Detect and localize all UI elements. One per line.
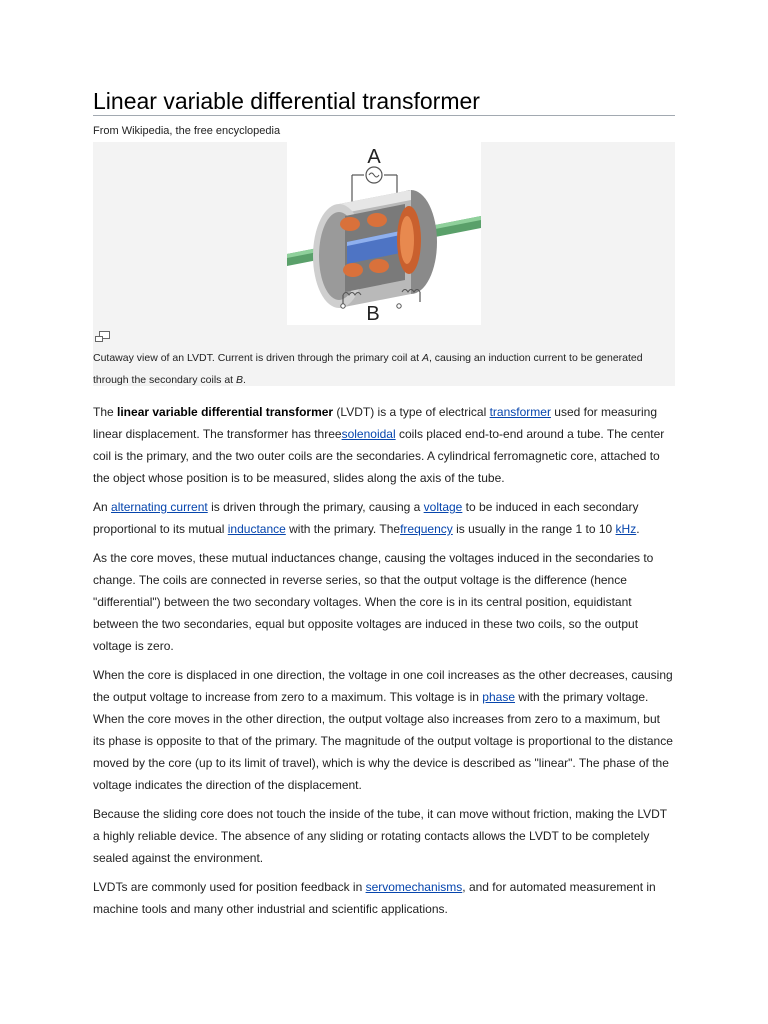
paragraph-intro: The linear variable differential transformer (LVDT) is a type of electrical transformer used for measuring linear displacement. The transformer has threesolenoidal coils placed end-to-end around a tube. The center coil is the primary, and the two outer coils are the secondaries. A cylindrical ferromagnetic core, attached to the object whose position is to be measured, slides along the axis of the tube. (93, 405, 665, 485)
secondary-coil-2-highlight (400, 216, 414, 264)
lvdt-cutaway-image[interactable] (287, 142, 481, 325)
link-frequency[interactable]: frequency (400, 522, 453, 536)
paragraph-core-moves: As the core moves, these mutual inductances change, causing the voltages induced in the secondaries to change. The coils are connected in reverse series, so that the output voltage is the difference (hence "differential") between the two secondary voltages. When the core is in its central position, equidistant between the two secondaries, equal but opposite voltages are induced in these two coils, so the output voltage is zero. (93, 551, 654, 653)
enlarge-icon[interactable] (95, 329, 110, 347)
lvdt-diagram (287, 142, 481, 325)
label-b: B (366, 303, 380, 325)
site-tagline: From Wikipedia, the free encyclopedia (93, 125, 281, 137)
paragraph-applications: LVDTs are commonly used for position feedback in servomechanisms, and for automated measurement in machine tools and many other industrial and scientific applications. (93, 880, 656, 916)
link-transformer[interactable]: transformer (489, 405, 551, 419)
bold-term: linear variable differential transformer (117, 405, 334, 419)
paragraph-operation: An alternating current is driven through the primary, causing a voltage to be induced in each secondary proportional to its mutual inductance with the primary. Thefrequency is usually in the range 1 to 10 kHz. (93, 500, 640, 536)
secondary-coil-1-top (340, 217, 360, 231)
label-a: A (367, 146, 381, 168)
link-alternating-current[interactable]: alternating current (111, 500, 208, 514)
link-khz[interactable]: kHz (615, 522, 637, 536)
link-solenoidal[interactable]: solenoidal (341, 427, 396, 441)
terminal-left (341, 304, 345, 308)
link-servomechanisms[interactable]: servomechanisms (365, 880, 463, 894)
paragraph-displacement: When the core is displaced in one direction, the voltage in one coil increases as the other decreases, causing the output voltage to increase from zero to a maximum. This voltage is in phase with the primary voltage. When the core moves in the other direction, the output voltage also increases from zero to a maximum, but its phase is opposite to that of the primary. The magnitude of the output voltage is proportional to the distance moved by the core (up to its limit of travel), which is why the device is described as "linear". The phase of the voltage indicates the direction of the displacement. (93, 668, 673, 792)
thumbnail-figure (93, 142, 675, 386)
primary-coil-bottom (369, 259, 389, 273)
terminal-right (397, 304, 401, 308)
paragraph-reliability: Because the sliding core does not touch the inside of the tube, it can move without friction, making the LVDT a highly reliable device. The absence of any sliding or rotating contacts allows the LVDT to be completely sealed against the environment. (93, 807, 667, 865)
secondary-coil-1-bottom (343, 263, 363, 277)
link-inductance[interactable]: inductance (227, 522, 286, 536)
figure-caption: Cutaway view of an LVDT. Current is driven through the primary coil at A, causing an induction current to be generated through the secondary coils at B. (93, 352, 643, 386)
page-title: Linear variable differential transformer (93, 88, 675, 116)
article (93, 88, 675, 920)
link-voltage[interactable]: voltage (423, 500, 463, 514)
primary-coil-top (367, 213, 387, 227)
link-phase[interactable]: phase (482, 690, 515, 704)
